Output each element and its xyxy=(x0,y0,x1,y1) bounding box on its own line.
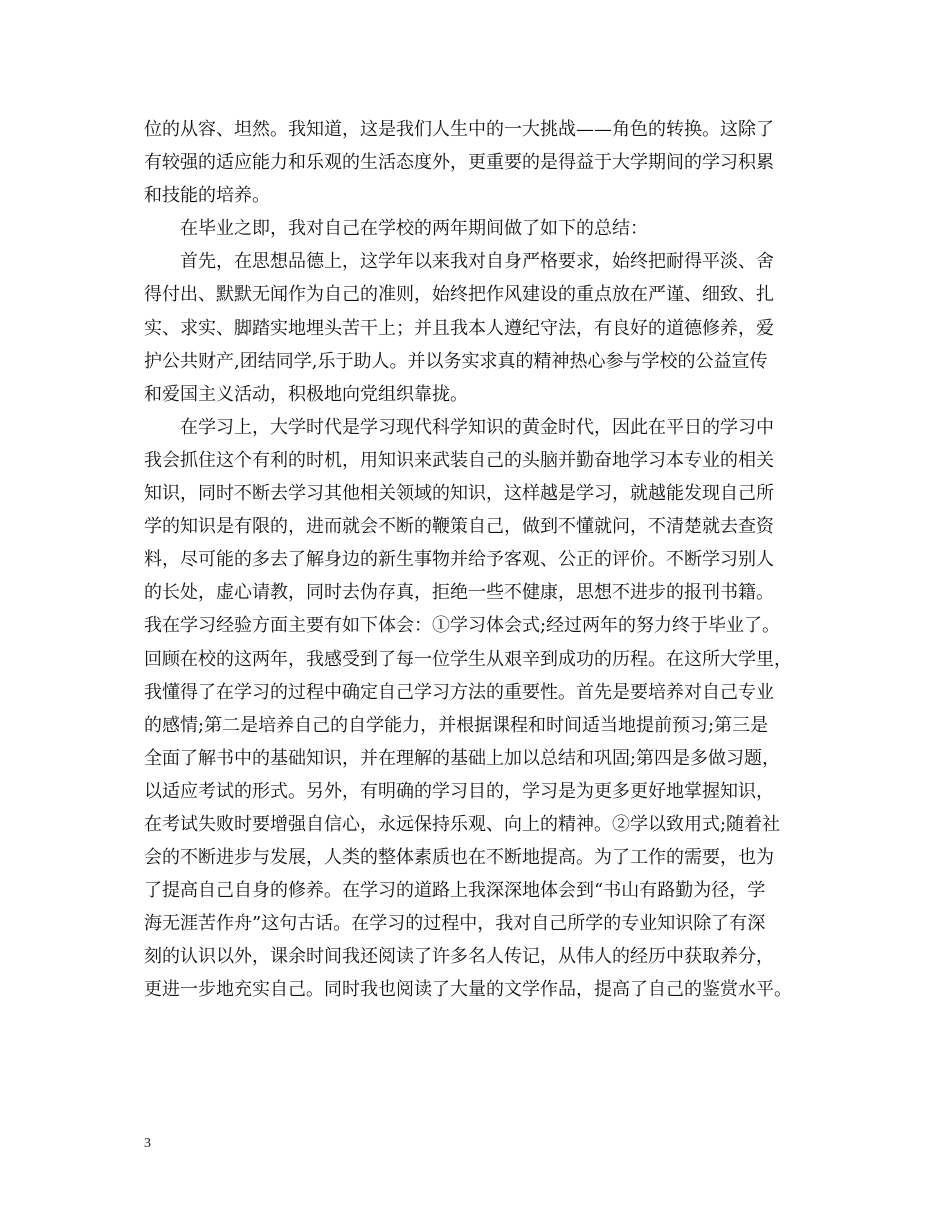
text-line: 料，尽可能的多去了解身边的新生事物并给予客观、公正的评价。不断学习别人 xyxy=(144,549,774,571)
text-line: 的长处，虚心请教，同时去伪存真，拒绝一些不健康，思想不进步的报刊书籍。 xyxy=(144,582,774,604)
text-line: 在考试失败时要增强自信心，永远保持乐观、向上的精神。②学以致用式;随着社 xyxy=(144,813,781,835)
text-line: 我在学习经验方面主要有如下体会：①学习体会式;经过两年的努力终于毕业了。 xyxy=(144,615,781,637)
text-line: 在毕业之即，我对自己在学校的两年期间做了如下的总结： xyxy=(144,218,648,240)
text-line: 得付出、默默无闻作为自己的准则，始终把作风建设的重点放在严谨、细致、扎 xyxy=(144,284,774,306)
text-line: 了提高自己自身的修养。在学习的道路上我深深地体会到“书山有路勤为径，学 xyxy=(144,880,766,902)
text-line: 和爱国主义活动，积极地向党组织靠拢。 xyxy=(144,383,468,405)
text-line: 海无涯苦作舟”这句古话。在学习的过程中，我对自己所学的专业知识除了有深 xyxy=(144,913,766,935)
page-number: 3 xyxy=(144,1136,151,1151)
text-line: 首先，在思想品德上，这学年以来我对自身严格要求，始终把耐得平淡、舍 xyxy=(144,251,774,273)
text-line: 我会抓住这个有利的时机，用知识来武装自己的头脑并勤奋地学习本专业的相关 xyxy=(144,449,774,471)
text-line: 有较强的适应能力和乐观的生活态度外，更重要的是得益于大学期间的学习积累 xyxy=(144,152,774,174)
text-line: 刻的认识以外，课余时间我还阅读了许多名人传记，从伟人的经历中获取养分， xyxy=(144,946,774,968)
text-line: 会的不断进步与发展，人类的整体素质也在不断地提高。为了工作的需要，也为 xyxy=(144,847,774,869)
text-line: 我懂得了在学习的过程中确定自己学习方法的重要性。首先是要培养对自己专业 xyxy=(144,681,774,703)
text-line: 位的从容、坦然。我知道，这是我们人生中的一大挑战——角色的转换。这除了 xyxy=(144,119,774,140)
text-line: 更进一步地充实自己。同时我也阅读了大量的文学作品，提高了自己的鉴赏水平。 xyxy=(144,979,792,1001)
text-line: 回顾在校的这两年，我感受到了每一位学生从艰辛到成功的历程。在这所大学里， xyxy=(144,648,792,670)
text-line: 知识，同时不断去学习其他相关领域的知识，这样越是学习，就越能发现自己所 xyxy=(144,483,774,505)
text-line: 在学习上，大学时代是学习现代科学知识的黄金时代，因此在平日的学习中 xyxy=(144,416,774,438)
text-line: 护公共财产,团结同学,乐于助人。并以务实求真的精神热心参与学校的公益宣传 xyxy=(144,350,768,372)
body-text xyxy=(144,113,834,1007)
text-line: 全面了解书中的基础知识，并在理解的基础上加以总结和巩固;第四是多做习题， xyxy=(144,747,781,769)
text-line: 实、求实、脚踏实地埋头苦干上；并且我本人遵纪守法，有良好的道德修养，爱 xyxy=(144,317,774,339)
text-line: 和技能的培养。 xyxy=(144,185,270,207)
text-line: 以适应考试的形式。另外，有明确的学习目的，学习是为更多更好地掌握知识， xyxy=(144,780,774,802)
text-line: 学的知识是有限的，进而就会不断的鞭策自己，做到不懂就问，不清楚就去查资 xyxy=(144,516,774,538)
text-line: 的感情;第二是培养自己的自学能力，并根据课程和时间适当地提前预习;第三是 xyxy=(144,714,769,736)
